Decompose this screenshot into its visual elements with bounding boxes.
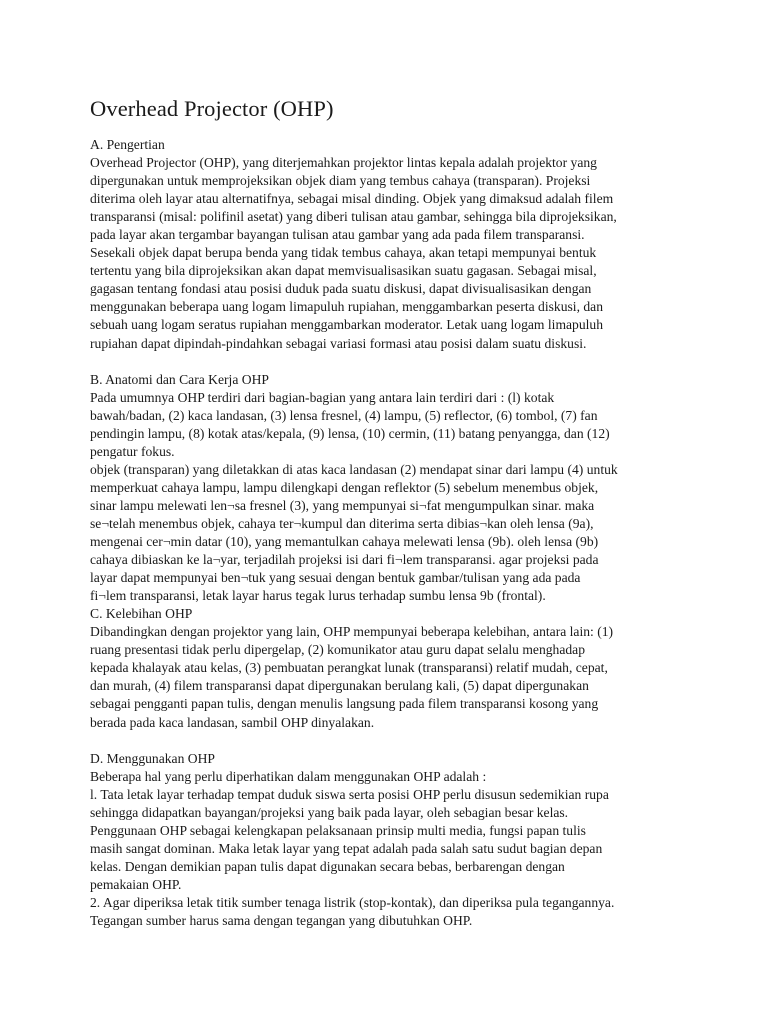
text-line: Beberapa hal yang perlu diperhatikan dalam menggunakan OHP adalah : [90, 768, 487, 784]
text-line: berada pada kaca landasan, sambil OHP dinyalakan. [90, 714, 375, 730]
text-line: Dibandingkan dengan projektor yang lain, OHP mempunyai beberapa kelebihan, antara lain: (1) [90, 624, 614, 640]
text-line: l. Tata letak layar terhadap tempat duduk siswa serta posisi OHP perlu disusun sedemikian rupa [90, 786, 609, 802]
text-line: Overhead Projector (OHP), yang diterjemahkan projektor lintas kepala adalah projektor yang [90, 155, 597, 171]
text-line: sinar lampu melewati len¬sa fresnel (3), yang mempunyai si¬fat mengumpulkan sinar. maka [90, 497, 595, 513]
text-line: pendingin lampu, (8) kotak atas/kepala, (9) lensa, (10) cermin, (11) batang penyangga, dan (12) [90, 425, 610, 441]
text-line: sebagai pengganti papan tulis, dengan menulis langsung pada filem transparansi kosong yang [90, 696, 599, 712]
text-line: pada layar akan tergambar bayangan tulisan atau gambar yang ada pada filem transparansi. [90, 227, 585, 243]
text-line: mengenai cer¬min datar (10), yang memantulkan cahaya melewati lensa (9b). oleh lensa (9b) [90, 534, 599, 550]
text-line: fi¬lem transparansi, letak layar harus tegak lurus terhadap sumbu lensa 9b (frontal). [90, 588, 546, 604]
text-line: layar dapat mempunyai ben¬tuk yang sesuai dengan bentuk gambar/tulisan yang ada pada [90, 570, 581, 586]
text-line: 2. Agar diperiksa letak titik sumber tenaga listrik (stop-kontak), dan diperiksa pula tegangannya. [90, 894, 615, 910]
text-line: tertentu yang bila diprojeksikan akan dapat memvisualisasikan suatu gagasan. Sebagai misal, [90, 263, 597, 279]
text-line: objek (transparan) yang diletakkan di atas kaca landasan (2) mendapat sinar dari lampu (4) untuk [90, 461, 618, 477]
text-line: dan murah, (4) filem transparansi dapat dipergunakan berulang kali, (5) dapat dipergunakan [90, 678, 589, 694]
text-line: Pada umumnya OHP terdiri dari bagian-bagian yang antara lain terdiri dari : (l) kotak [90, 389, 555, 405]
document-title: Overhead Projector (OHP) [90, 96, 334, 121]
text-line: Tegangan sumber harus sama dengan tegangan yang dibutuhkan OHP. [90, 913, 473, 929]
text-line: sebuah uang logam seratus rupiahan menggambarkan moderator. Letak uang logam limapuluh [90, 317, 604, 333]
text-line: B. Anatomi dan Cara Kerja OHP [90, 371, 269, 387]
text-line: pengatur fokus. [90, 443, 175, 459]
text-line: kelas. Dengan demikian papan tulis dapat digunakan secara bebas, berbarengan dengan [90, 858, 565, 874]
text-line: menggunakan beberapa uang logam limapuluh rupiahan, menggambarkan peserta diskusi, dan [90, 299, 604, 315]
text-line: rupiahan dapat dipindah-pindahkan sebagai variasi formasi atau posisi dalam suatu diskusi. [90, 335, 587, 351]
text-line: diterima oleh layar atau alternatifnya, sebagai misal dinding. Objek yang dimaksud adalah filem [90, 191, 614, 207]
text-line: D. Menggunakan OHP [90, 750, 215, 766]
text-line: ruang presentasi tidak perlu dipergelap, (2) komunikator atau guru dapat selalu menghadap [90, 642, 586, 658]
text-line: cahaya dibiaskan ke la¬yar, terjadilah projeksi isi dari fi¬lem transparansi. agar projeksi pada [90, 552, 599, 568]
text-line: A. Pengertian [90, 137, 165, 152]
text-line: C. Kelebihan OHP [90, 606, 193, 622]
text-line: Penggunaan OHP sebagai kelengkapan pelaksanaan prinsip multi media, fungsi papan tulis [90, 822, 586, 838]
text-line: kepada khalayak atau kelas, (3) pembuatan perangkat lunak (transparansi) relatif mudah, cepat, [90, 660, 608, 676]
paragraph-gap [90, 353, 690, 371]
paragraph-gap [90, 732, 690, 750]
text-line: bawah/badan, (2) kaca landasan, (3) lensa fresnel, (4) lampu, (5) reflector, (6) tombol, (7) fan [90, 407, 598, 423]
text-line: dipergunakan untuk memprojeksikan objek diam yang tembus cahaya (transparan). Projeksi [90, 173, 591, 189]
text-line: sehingga didapatkan bayangan/projeksi yang baik pada layar, oleh sebagian besar kelas. [90, 804, 569, 820]
text-line: Sesekali objek dapat berupa benda yang tidak tembus cahaya, akan tetapi mempunyai bentuk [90, 245, 597, 261]
document-page [90, 92, 690, 930]
text-line: se¬telah menembus objek, cahaya ter¬kumpul dan diterima serta dibias¬kan oleh lensa (9a), [90, 515, 594, 531]
text-line: masih sangat dominan. Maka letak layar yang tepat adalah pada salah satu sudut bagian depan [90, 840, 603, 856]
text-line: gagasan tentang fondasi atau posisi duduk pada suatu diskusi, dapat divisualisasikan dengan [90, 281, 592, 297]
text-line: memperkuat cahaya lampu, lampu dilengkapi dengan reflektor (5) sebelum menembus objek, [90, 479, 599, 495]
text-line: pemakaian OHP. [90, 876, 182, 892]
text-line: transparansi (misal: polifinil asetat) yang diberi tulisan atau gambar, sehingga bila diprojeksikan, [90, 209, 617, 225]
document-body [90, 136, 690, 930]
